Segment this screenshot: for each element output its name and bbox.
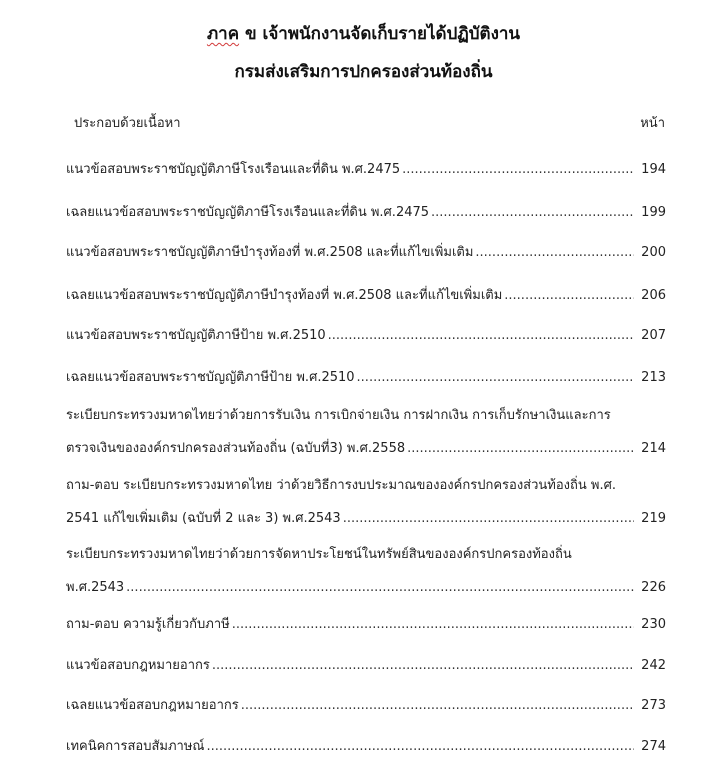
toc-entry-text: เฉลยแนวข้อสอบกฎหมายอากร	[66, 698, 239, 713]
toc-entry-text: ถาม-ตอบ ความรู้เกี่ยวกับภาษี	[66, 617, 230, 632]
dot-leader	[328, 328, 634, 343]
toc-entry	[66, 613, 666, 633]
toc-entry-text: เฉลยแนวข้อสอบพระราชบัญญัติภาษีบำรุงท้องที่ พ.ศ.2508 และที่แก้ไขเพิ่มเติม	[66, 288, 503, 303]
toc-entry	[66, 543, 666, 596]
dot-leader	[212, 658, 634, 673]
dot-leader	[402, 162, 634, 177]
toc-entry	[66, 284, 666, 304]
dot-leader	[357, 370, 634, 385]
toc-entry-line	[66, 735, 666, 755]
toc-page-number: 273	[641, 698, 666, 713]
toc-entry-text: เฉลยแนวข้อสอบพระราชบัญญัติภาษีป้าย พ.ศ.2510	[66, 370, 355, 385]
toc-entry-text: ตรวจเงินขององค์กรปกครองส่วนท้องถิ่น (ฉบับที่3) พ.ศ.2558	[66, 441, 406, 456]
toc-entry	[66, 654, 666, 674]
toc-entry-line	[66, 576, 666, 596]
title-line1-text: ข เจ้าพนักงานจัดเก็บรายได้ปฏิบัติงาน	[239, 24, 521, 44]
dot-leader	[241, 698, 634, 713]
toc-entry-line	[66, 324, 666, 344]
toc-entry-line	[66, 366, 666, 386]
toc-entry	[66, 366, 666, 386]
toc-entry	[66, 735, 666, 755]
toc-entry	[66, 201, 666, 221]
toc-entry-line	[66, 543, 666, 563]
dot-leader	[475, 245, 634, 260]
toc-page-number: 214	[641, 441, 666, 456]
dot-leader	[407, 441, 634, 456]
dot-leader	[206, 739, 634, 754]
toc-page-number: 207	[641, 328, 666, 343]
toc-entry	[66, 474, 666, 527]
toc-page-number: 194	[641, 162, 666, 177]
document-title-line2: กรมส่งเสริมการปกครองส่วนท้องถิ่น	[234, 62, 493, 82]
toc-entry-text: เทคนิคการสอบสัมภาษณ์	[66, 739, 205, 754]
dot-leader	[126, 580, 634, 595]
document-title-line1	[0, 20, 727, 47]
toc-entry-text: เฉลยแนวข้อสอบพระราชบัญญัติภาษีโรงเรือนและที่ดิน พ.ศ.2475	[66, 205, 430, 220]
page-column-label: หน้า	[640, 116, 665, 131]
toc-entry-line	[66, 474, 666, 494]
toc-page-number: 206	[641, 288, 666, 303]
toc-entry	[66, 694, 666, 714]
toc-entry-text: ถาม-ตอบ ระเบียบกระทรวงมหาดไทย ว่าด้วยวิธีการงบประมาณขององค์กรปกครองส่วนท้องถิ่น พ.ศ.	[66, 478, 616, 493]
toc-entry-line	[66, 241, 666, 261]
toc-entry-text: แนวข้อสอบกฎหมายอากร	[66, 658, 210, 673]
contents-label: ประกอบด้วยเนื้อหา	[74, 116, 181, 131]
toc-entry-text: แนวข้อสอบพระราชบัญญัติภาษีโรงเรือนและที่ดิน พ.ศ.2475	[66, 162, 401, 177]
toc-entry	[66, 158, 666, 178]
dot-leader	[343, 511, 634, 526]
toc-page-number: 274	[641, 739, 666, 754]
toc-page-number: 199	[641, 205, 666, 220]
toc-page-number: 200	[641, 245, 666, 260]
toc-page-number: 242	[641, 658, 666, 673]
dot-leader	[504, 288, 634, 303]
toc-entry-line	[66, 158, 666, 178]
toc-entry	[66, 241, 666, 261]
toc-entry	[66, 324, 666, 344]
toc-page-number: 230	[641, 617, 666, 632]
toc-entry-line	[66, 437, 666, 457]
title-prefix: ภาค	[206, 24, 240, 44]
toc-entry-text: แนวข้อสอบพระราชบัญญัติภาษีบำรุงท้องที่ พ.ศ.2508 และที่แก้ไขเพิ่มเติม	[66, 245, 474, 260]
toc-entry-text: ระเบียบกระทรวงมหาดไทยว่าด้วยการรับเงิน การเบิกจ่ายเงิน การฝากเงิน การเก็บรักษาเงินและการ	[66, 408, 611, 423]
toc-page-number: 219	[641, 511, 666, 526]
dot-leader	[431, 205, 634, 220]
toc-entry-line	[66, 201, 666, 221]
toc-entry-line	[66, 284, 666, 304]
toc-entry-line	[66, 507, 666, 527]
toc-entry-text: ระเบียบกระทรวงมหาดไทยว่าด้วยการจัดหาประโยชน์ในทรัพย์สินขององค์กรปกครองท้องถิ่น	[66, 547, 572, 562]
dot-leader	[232, 617, 634, 632]
toc-entry	[66, 404, 666, 457]
toc-entry-text: พ.ศ.2543	[66, 580, 125, 595]
toc-page-number: 213	[641, 370, 666, 385]
toc-entry-line	[66, 613, 666, 633]
toc-page-number: 226	[641, 580, 666, 595]
toc-entry-line	[66, 654, 666, 674]
toc-entry-text: แนวข้อสอบพระราชบัญญัติภาษีป้าย พ.ศ.2510	[66, 328, 326, 343]
toc-entry-line	[66, 404, 666, 424]
toc-entry-text: 2541 แก้ไขเพิ่มเติม (ฉบับที่ 2 และ 3) พ.ศ.2543	[66, 511, 341, 526]
toc-entry-line	[66, 694, 666, 714]
